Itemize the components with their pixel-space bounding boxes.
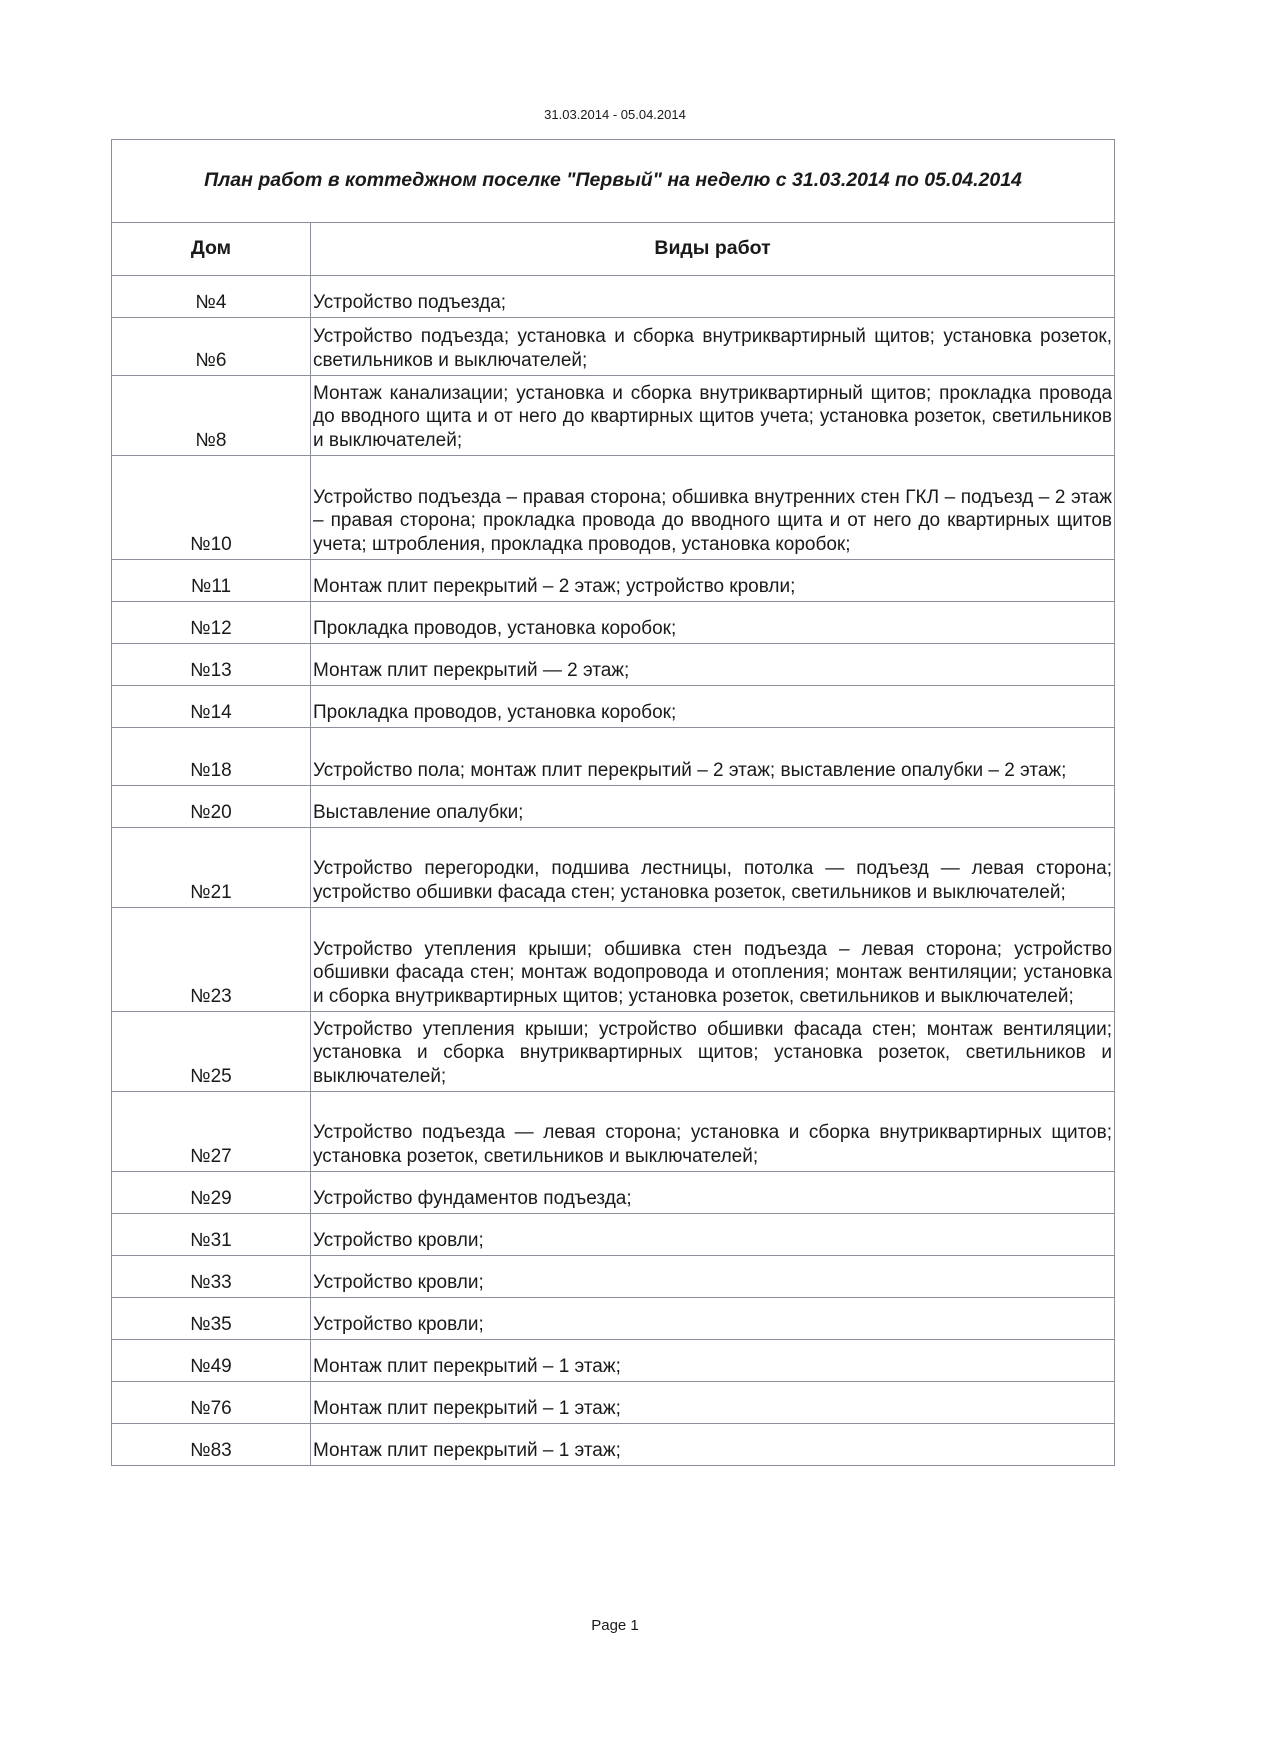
work-description-cell: Устройство фундаментов подъезда; [311,1172,1115,1214]
house-number-cell: №76 [112,1382,311,1424]
house-number-cell: №29 [112,1172,311,1214]
table-row [112,1382,1115,1424]
work-description-cell: Устройство подъезда – правая сторона; обшивка внутренних стен ГКЛ – подъезд – 2 этаж – правая сторона; прокладка провода до вводного щита и от него до квартирных щитов учета; штробления, прокладка проводов, установка коробок; [311,456,1115,560]
house-number-cell: №31 [112,1214,311,1256]
work-description-cell: Устройство кровли; [311,1298,1115,1340]
date-range: 31.03.2014 - 05.04.2014 [544,107,686,122]
work-description-cell: Монтаж плит перекрытий — 2 этаж; [311,644,1115,686]
table-title: План работ в коттеджном поселке "Первый" на неделю с 31.03.2014 по 05.04.2014 [112,140,1115,223]
table-row [112,560,1115,602]
house-number-cell: №23 [112,908,311,1012]
work-description-cell: Монтаж плит перекрытий – 1 этаж; [311,1382,1115,1424]
table-row [112,276,1115,318]
work-description-cell: Прокладка проводов, установка коробок; [311,602,1115,644]
table-row [112,456,1115,560]
work-description-cell: Устройство подъезда — левая сторона; установка и сборка внутриквартирных щитов; установка розеток, светильников и выключателей; [311,1092,1115,1172]
table-row [112,1340,1115,1382]
house-number-cell: №8 [112,376,311,456]
table-row [112,686,1115,728]
table-row [112,1012,1115,1092]
work-description-cell: Выставление опалубки; [311,786,1115,828]
house-number-cell: №49 [112,1340,311,1382]
house-number-cell: №11 [112,560,311,602]
house-number-cell: №12 [112,602,311,644]
work-description-cell: Устройство перегородки, подшива лестницы, потолка — подъезд — левая сторона; устройство обшивки фасада стен; установка розеток, светильников и выключателей; [311,828,1115,908]
house-number-cell: №27 [112,1092,311,1172]
work-description-cell: Устройство кровли; [311,1214,1115,1256]
work-description-cell: Устройство подъезда; [311,276,1115,318]
work-description-cell: Устройство пола; монтаж плит перекрытий – 2 этаж; выставление опалубки – 2 этаж; [311,728,1115,786]
table-row [112,1298,1115,1340]
work-description-cell: Монтаж плит перекрытий – 1 этаж; [311,1424,1115,1466]
house-number-cell: №83 [112,1424,311,1466]
house-number-cell: №35 [112,1298,311,1340]
table-row [112,828,1115,908]
column-header-house: Дом [112,223,311,276]
house-number-cell: №20 [112,786,311,828]
work-description-cell: Монтаж плит перекрытий – 2 этаж; устройство кровли; [311,560,1115,602]
house-number-cell: №18 [112,728,311,786]
work-description-cell: Устройство подъезда; установка и сборка внутриквартирный щитов; установка розеток, светильников и выключателей; [311,318,1115,376]
work-description-cell: Устройство утепления крыши; устройство обшивки фасада стен; монтаж вентиляции; установка и сборка внутриквартирных щитов; установка розеток, светильников и выключателей; [311,1012,1115,1092]
table-row [112,318,1115,376]
table-row [112,1172,1115,1214]
page-number: Page 1 [591,1617,639,1634]
table-row [112,1424,1115,1466]
house-number-cell: №13 [112,644,311,686]
table-row [112,376,1115,456]
table-row [112,1256,1115,1298]
table-row [112,1214,1115,1256]
house-number-cell: №33 [112,1256,311,1298]
work-description-cell: Прокладка проводов, установка коробок; [311,686,1115,728]
column-header-work: Виды работ [311,223,1115,276]
table-row [112,786,1115,828]
house-number-cell: №25 [112,1012,311,1092]
work-description-cell: Устройство утепления крыши; обшивка стен подъезда – левая сторона; устройство обшивки фасада стен; монтаж водопровода и отопления; монтаж вентиляции; установка и сборка внутриквартирных щитов; установка розеток, светильников и выключателей; [311,908,1115,1012]
house-number-cell: №14 [112,686,311,728]
table-row [112,602,1115,644]
work-description-cell: Устройство кровли; [311,1256,1115,1298]
house-number-cell: №10 [112,456,311,560]
table-row [112,908,1115,1012]
house-number-cell: №4 [112,276,311,318]
house-number-cell: №21 [112,828,311,908]
table-row [112,644,1115,686]
house-number-cell: №6 [112,318,311,376]
work-plan-table [111,139,1115,1466]
work-description-cell: Монтаж канализации; установка и сборка внутриквартирный щитов; прокладка провода до вводного щита и от него до квартирных щитов учета; установка розеток, светильников и выключателей; [311,376,1115,456]
table-row [112,728,1115,786]
table-row [112,1092,1115,1172]
work-description-cell: Монтаж плит перекрытий – 1 этаж; [311,1340,1115,1382]
